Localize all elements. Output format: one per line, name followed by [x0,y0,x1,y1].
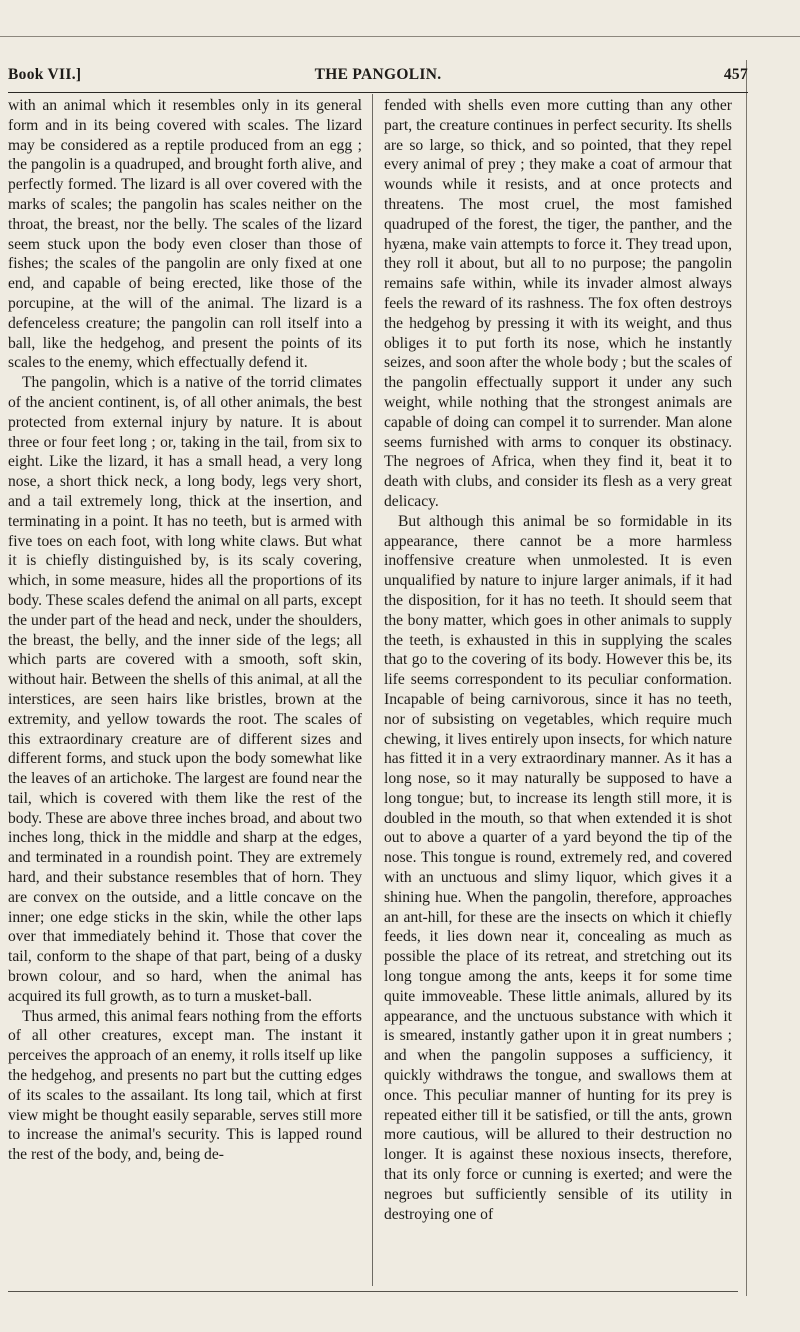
header-rule [8,92,748,93]
footer-rule [8,1291,738,1292]
running-header [8,66,748,92]
page-number: 457 [723,66,748,83]
paragraph: fended with shells even more cutting than any other part, the creature continues in perfect security. Its shells are so large, so thick, and so pointed, that they repel every animal of prey ; they make a coat of armour that wounds while it resists, and at once protects and threatens. The most cruel, the most famished quadruped of the forest, the tiger, the panther, and the hyæna, make vain attempts to force it. They tread upon, they roll it about, but all to no purpose; the pangolin remains safe within, while its invader almost always feels the reward of its rashness. The fox often destroys the hedgehog by pressing it with its weight, and thus obliges it to put forth its nose, which he instantly seizes, and soon after the whole body ; but the scales of the pangolin effectually support it under any such weight, while nothing that the strongest animals are capable of doing can compel it to surrender. Man alone seems furnished with arms to conquer its obstinacy. The negroes of Africa, when they find it, beat it to death with clubs, and consider its flesh as a very great delicacy. [384,97,732,510]
page-title: THE PANGOLIN. [314,66,442,83]
paragraph: But although this animal be so formidable in its appearance, there cannot be a more harmless inoffensive creature when unmolested. It is even unqualified by nature to injure larger animals, if it had the disposition, for it has no teeth. It should seem that the bony matter, which goes in other animals to supply the teeth, is exhausted in this in supplying the scales that go to the covering of its body. However this be, its life seems correspondent to its peculiar conformation. Incapable of being carnivorous, since it has no teeth, nor of subsisting on vegetables, which require much chewing, it lives entirely upon insects, for which nature has fitted it in a very extraordinary manner. As it has a long nose, so it may naturally be supposed to have a long tongue; but, to increase its length still more, it is doubled in the mouth, so that when extended it is shot out to above a quarter of a yard beyond the tip of the nose. This tongue is round, extremely red, and covered with an unctuous and slimy liquor, which gives it a shining hue. When the pangolin, therefore, approaches an ant-hill, for these are the insects on which it chiefly feeds, it lies down near it, concealing as much as possible the place of its retreat, and stretching out its long tongue among the ants, keeps it for some time quite immoveable. These little animals, allured by its appearance, and the unctuous substance with which it is smeared, instantly gather upon it in great numbers ; and when the pangolin supposes a sufficiency, it quickly withdraws the tongue, and swallows them at once. This peculiar manner of hunting for its prey is repeated either till it be satisfied, or till the ants, grown more cautious, will be allured to their destruction no longer. It is against these noxious insects, therefore, that its only force or cunning is exerted; and were the negroes but sufficiently sensible of its utility in destroying one of [384,512,732,1223]
book-label: Book VII.] [8,66,82,83]
page-edge-line [746,60,747,1296]
scan-edge-line [0,36,800,37]
paragraph: with an animal which it resembles only in its general form and in its being covered with scales. The lizard may be considered as a reptile produced from an egg ; the pangolin is a quadruped, and brought forth alive, and perfectly formed. The lizard is all over covered with the marks of scales; the pangolin has scales neither on the throat, the breast, nor the belly. The scales of the lizard seem stuck upon the body even closer than those of fishes; the scales of the pangolin are only fixed at one end, and capable of being erected, like those of the porcupine, at the will of the animal. The lizard is a defenceless creature; the pangolin can roll itself into a ball, like the hedgehog, and present the points of its scales to the enemy, which effectually defend it. [8,97,362,372]
paragraph: Thus armed, this animal fears nothing from the efforts of all other creatures, except man. The instant it perceives the approach of an enemy, it rolls itself up like the hedgehog, and presents no part but the cutting edges of its scales to the assailant. Its long tail, which at first view might be thought easily separable, serves still more to increase the animal's security. This is lapped round the rest of the body, and, being de- [8,1007,362,1164]
left-column [8,96,362,1286]
right-column [384,96,732,1286]
column-divider [372,94,373,1286]
paragraph: The pangolin, which is a native of the torrid climates of the ancient continent, is, of all other animals, the best protected from external injury by nature. It is about three or four feet long ; or, taking in the tail, from six to eight. Like the lizard, it has a small head, a very long nose, a short thick neck, a long body, legs very short, and a tail extremely long, thick at the insertion, and terminating in a point. It has no teeth, but is armed with five toes on each foot, with long white claws. But what it is chiefly distinguished by, is its scaly covering, which, in some measure, hides all the proportions of its body. These scales defend the animal on all parts, except the under part of the head and neck, under the shoulders, the breast, the belly, and the inner side of the legs; all which parts are covered with a smooth, soft skin, without hair. Between the shells of this animal, at all the interstices, are seen hairs like bristles, brown at the extremity, and yellow towards the root. The scales of this extraordinary creature are of different sizes and different forms, and stuck upon the body somewhat like the leaves of an artichoke. The largest are found near the tail, which is covered with them like the rest of the body. These are above three inches broad, and about two inches long, thick in the middle and sharp at the edges, and terminated in a roundish point. They are extremely hard, and their substance resembles that of horn. They are convex on the outside, and a little concave on the inner; one edge sticks in the skin, while the other laps over that immediately behind it. Those that cover the tail, conform to the shape of that part, being of a dusky brown colour, and so hard, when the animal has acquired its full growth, as to turn a musket-ball. [8,374,362,1005]
